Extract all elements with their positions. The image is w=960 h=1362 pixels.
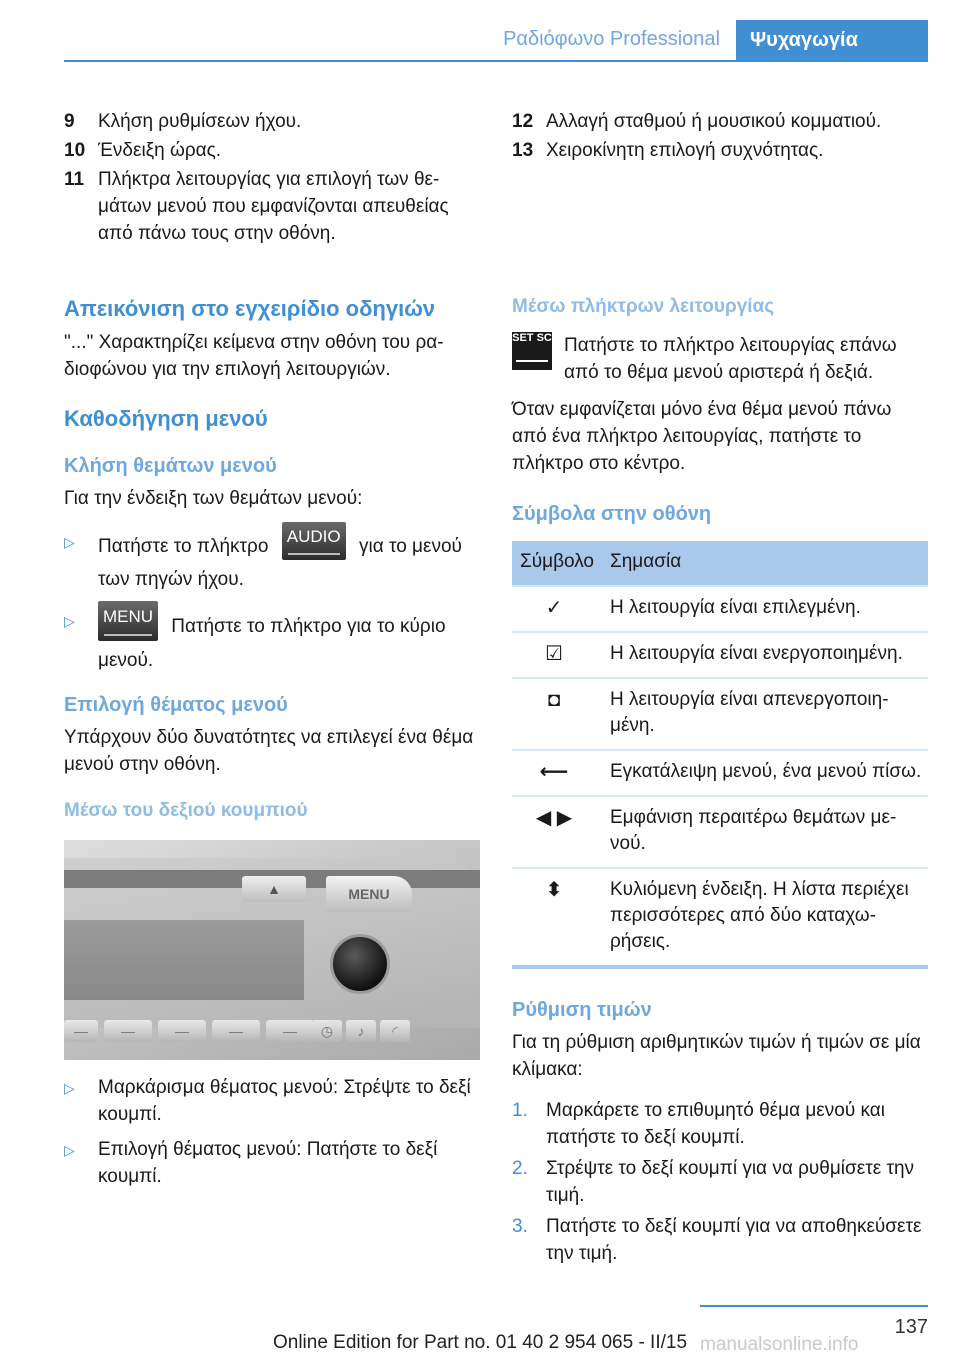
legend-num: 10 [64,140,86,161]
eject-icon: ▲ [242,876,306,902]
checkbox-empty-icon: ◘ [512,678,602,750]
bullet-text: Επιλογή θέματος μενού: Πατήστε το δεξί κουμπί. [98,1139,438,1187]
table-row [512,750,928,796]
function-key-instruction [512,332,928,386]
back-arrow-icon: ⟵ [512,750,602,796]
function-key: — [64,1020,98,1042]
legend-text: Πλήκτρα λειτουργίας για επιλογή των θεμάτων μενού που εμφανίζονται απευθείας από πάνω τους στην οθόνη. [98,169,449,244]
watermark: manualsonline.info [700,1334,859,1355]
legend-text: Ένδειξη ώρας. [98,140,222,161]
heading-function-keys: Μέσω πλήκτρων λειτουργίας [512,296,775,317]
table-row [512,632,928,678]
set-sc-icon: SET SC [512,332,552,370]
list-item [512,1097,928,1151]
legend-num: 9 [64,111,75,132]
table-cell: Εμφάνιση περαιτέρω θεμάτων μενού. [602,796,928,868]
right-knob [330,934,390,994]
para-single-item: Όταν εμφανίζεται μόνο ένα θέμα μενού πάνω από ένα πλήκτρο λειτουργίας, πατήστε το πλήκτρο στο κέντρο. [512,399,892,474]
right-column [512,108,928,1267]
clock-icon: ◷ [312,1020,342,1042]
left-right-arrows-icon: ◀ ▶ [512,796,602,868]
step-num: 1. [512,1100,528,1121]
table-cell: Εγκατάλειψη μενού, ένα μενού πίσω. [602,750,928,796]
heading-menu-nav: Καθοδήγηση μενού [64,406,268,431]
bullet-audio [64,528,480,593]
table-row [512,796,928,868]
radio-photo [64,840,480,1060]
bullet-marker: ▷ [64,534,75,550]
bullet-marker: ▷ [64,1080,75,1096]
function-key: — [266,1020,314,1042]
heading-set-values: Ρύθμιση τιμών [512,999,652,1021]
bullet-turn-knob [64,1074,480,1128]
legend-item [512,108,928,135]
bullet-text: Μαρκάρισμα θέματος μενού: Στρέψτε το δεξί κουμπί. [98,1077,471,1125]
section-title: Ραδιόφωνο Professional [503,28,720,50]
bullet-menu [64,607,480,674]
para-set-values: Για τη ρύθμιση αριθμητικών τιμών ή τιμών σε μία κλίμακα: [512,1032,921,1080]
table-cell: Η λειτουργία είναι ενεργοποιημένη. [602,632,928,678]
step-text: Πατήστε το δεξί κουμπί για να αποθηκεύσετε την τιμή. [546,1216,922,1264]
music-note-icon: ♪ [346,1020,376,1042]
para-call-menu: Για την ένδειξη των θεμάτων μενού: [64,488,363,509]
checkmark-icon: ✓ [512,586,602,632]
table-header-row [512,541,928,586]
legend-item [64,108,480,135]
symbols-table [512,541,928,969]
function-key: — [212,1020,260,1042]
radio-display [64,920,304,1000]
chapter-tab: Ψυχαγωγία [736,20,928,62]
legend-text: Αλλαγή σταθμού ή μουσικού κομματιού. [546,111,882,132]
edition-text: Online Edition for Part no. 01 40 2 954 065 - II/15 [272,1332,688,1353]
bullet-text-post: για το μενού των πηγών ήχου. [98,536,462,590]
step-text: Στρέψτε το δεξί κουμπί για να ρυθμίσετε την τιμή. [546,1158,915,1206]
page-number: 137 [894,1316,928,1338]
step-num: 2. [512,1158,528,1179]
legend-item [64,137,480,164]
table-cell: Η λειτουργία είναι επιλεγμένη. [602,586,928,632]
legend-num: 13 [512,140,534,161]
table-row [512,586,928,632]
table-cell: Κυλιόμενη ένδειξη. Η λίστα περιέχει περισσότερες από δύο καταχωρήσεις. [602,868,928,967]
table-row [512,868,928,967]
radio-menu-button: MENU [326,876,412,912]
scroll-arrows-icon: ⬍ [512,868,602,967]
legend-text: Χειροκίνητη επιλογή συχνότητας. [546,140,824,161]
para-select-menu: Υπάρχουν δύο δυνατότητες να επιλεγεί ένα θέμα μενού στην οθόνη. [64,727,474,775]
legend-num: 11 [64,169,85,190]
bullet-press-knob [64,1136,480,1190]
page-header [0,0,960,64]
step-num: 3. [512,1216,528,1237]
para-function-keys: Πατήστε το πλήκτρο λειτουργίας επάνω από το θέμα μενού αριστερά ή δεξιά. [564,335,897,383]
legend-text: Κλήση ρυθμίσεων ήχου. [98,111,302,132]
para-display: "..." Χαρακτηρίζει κείμενα στην οθόνη του ραδιοφώνου για την επιλογή λειτουργιών. [64,332,444,380]
bullet-text-pre: Πατήστε το πλήκτρο [98,536,269,558]
heading-knob: Μέσω του δεξιού κουμπιού [64,800,308,821]
bullet-text: Πατήστε το πλήκτρο για το κύριο μενού. [98,616,446,671]
legend-item [512,137,928,164]
col-header-symbol: Σύμβολο [512,541,602,586]
list-item [512,1213,928,1267]
phone-icon: ◜ [380,1020,410,1042]
bullet-marker: ▷ [64,613,75,629]
list-item [512,1155,928,1209]
header-rule [64,60,928,62]
checkbox-checked-icon: ☑ [512,632,602,678]
function-key: — [104,1020,152,1042]
function-key-row [64,1020,480,1046]
table-cell: Η λειτουργία είναι απενεργοποιημένη. [602,678,928,750]
table-row [512,678,928,750]
heading-select-menu: Επιλογή θέματος μενού [64,694,288,716]
heading-display: Απεικόνιση στο εγχειρίδιο οδηγιών [64,296,436,321]
step-text: Μαρκάρετε το επιθυμητό θέμα μενού και πατήστε το δεξί κουμπί. [546,1100,885,1148]
legend-item [64,166,480,247]
menu-key-icon: MENU [98,601,158,641]
left-column [64,108,480,1190]
footer-rule [700,1305,928,1307]
heading-symbols: Σύμβολα στην οθόνη [512,503,712,525]
bullet-marker: ▷ [64,1142,75,1158]
audio-key-icon: AUDIO [282,522,346,560]
heading-call-menu: Κλήση θεμάτων μενού [64,455,277,477]
col-header-meaning: Σημασία [602,541,928,586]
function-key: — [158,1020,206,1042]
legend-num: 12 [512,111,534,132]
